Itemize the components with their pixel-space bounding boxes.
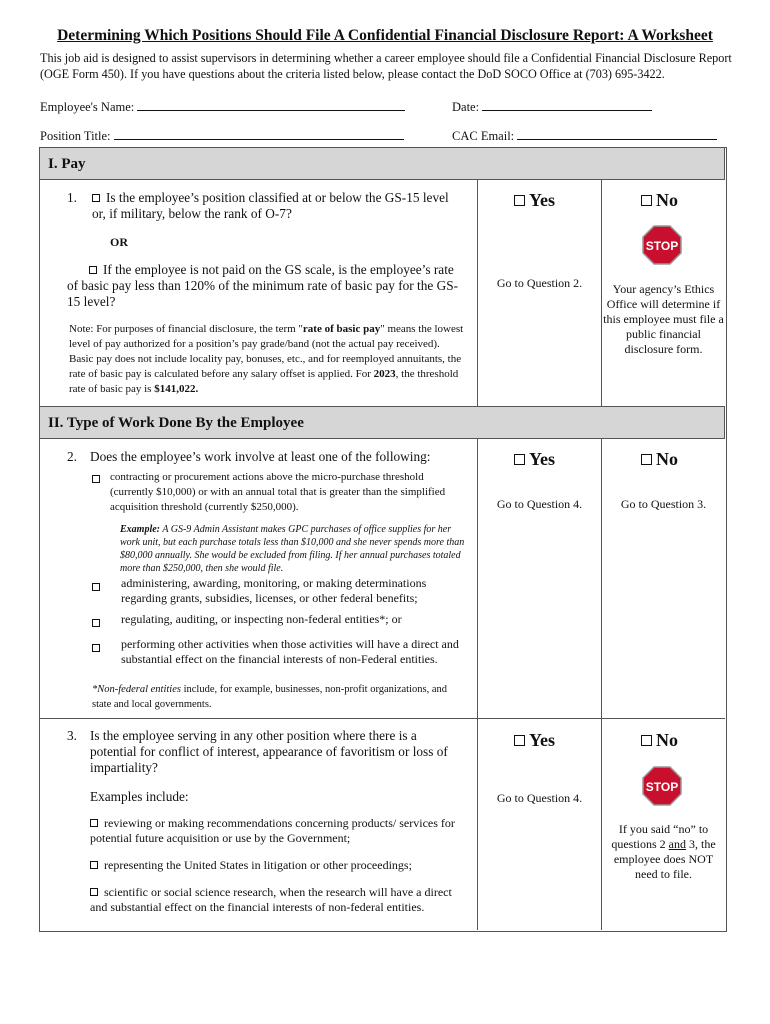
option-other-activities: performing other activities when those activities will have a direct and substantial effect on the financial interests of non-Federal entities. — [121, 637, 459, 666]
footnote: *Non-federal entities include, for example, businesses, non-profit organizations, and state and local governments. — [92, 684, 447, 710]
example-research: scientific or social science research, when the research will have a direct and substantial effect on the financial interests of non-federal entities. — [90, 885, 452, 914]
checkbox-1b[interactable] — [89, 266, 97, 274]
question-3: Is the employee serving in any other position where there is a potential for conflict of interest, appearance of favoritism or loss of impartiality? — [90, 728, 448, 775]
question-1-number: 1. — [67, 190, 77, 205]
question-1a: Is the employee’s position classified at or below the GS-15 level or, if military, below the rank of O-7? — [92, 190, 449, 221]
q1-yes-action: Go to Question 2. — [496, 276, 583, 290]
checkbox-2-regulating[interactable] — [92, 614, 106, 632]
question-3-number: 3. — [67, 728, 77, 743]
svg-text:STOP: STOP — [645, 239, 679, 253]
q1-yes-option[interactable]: Yes — [514, 190, 555, 211]
checkbox-3-research[interactable] — [90, 888, 98, 896]
example-note: Example: A GS-9 Admin Assistant makes GPC purchases of office supplies for her work unit, but each purchase totals less than $10,000 and she never spends more than $80,000 annually. She would be excluded from filing. If her annual purchases totaled more than $250,000, then she would file. — [120, 524, 465, 574]
option-grants: administering, awarding, monitoring, or making determinations regarding grants, subsidies, licenses, or other federal benefits; — [121, 576, 427, 605]
page-title: Determining Which Positions Should File A Confidential Financial Disclosure Report: A Worksheet — [57, 27, 713, 44]
q3-no-action: If you said “no” to questions 2 and 3, the employee does NOT need to file. — [611, 822, 716, 881]
q2-yes-option[interactable]: Yes — [514, 449, 555, 470]
option-regulating: regulating, auditing, or inspecting non-federal entities*; or — [121, 612, 402, 626]
divider — [601, 439, 602, 930]
employee-name-field[interactable] — [40, 98, 405, 115]
intro-text: This job aid is designed to assist supervisors in determining whether a career employee should file a Confidential Financial Disclosure Report (OGE Form 450). If you have questions about the criteria listed below, please contact the DoD SOCO Office at (703) 695-3422. — [40, 51, 732, 81]
position-title-field[interactable] — [40, 127, 404, 144]
q2-no-option[interactable]: No — [641, 449, 678, 470]
question-1b: If the employee is not paid on the GS scale, is the employee’s rate of basic pay less than 120% of the minimum rate of basic pay for the GS-15 level? — [67, 262, 459, 309]
examples-include-label: Examples include: — [90, 789, 189, 804]
date-label: Date: — [452, 100, 480, 114]
date-field[interactable] — [452, 98, 652, 115]
q1-no-action: Your agency’s Ethics Office will determine if this employee must file a public financial disclosure form. — [603, 282, 724, 356]
question-2-number: 2. — [67, 449, 77, 464]
q3-yes-action: Go to Question 4. — [496, 791, 583, 805]
cac-email-field[interactable] — [452, 127, 717, 144]
checkbox-2-contracting[interactable] — [92, 470, 106, 488]
option-contracting: contracting or procurement actions above the micro-purchase threshold (currently $10,000) or with an annual total that is greater than the simplified acquisition threshold (currently $250,000). — [110, 471, 446, 513]
cac-email-label: CAC Email: — [452, 129, 515, 143]
q3-no-option[interactable]: No — [641, 730, 678, 751]
checkbox-1a[interactable] — [92, 194, 100, 202]
position-title-label: Position Title: — [40, 129, 111, 143]
section-2-header: II. Type of Work Done By the Employee — [39, 406, 725, 439]
pay-note: Note: For purposes of financial disclosure, the term "rate of basic pay" means the lowest level of pay authorized for a position’s pay grade/band (not the actual pay received). Basic pay does not include locality pay, bonuses, etc., and for reemployed annuitants, the rate of basic pay is calculated before any salary offset is applied. For 2023, the threshold rate of basic pay is $141,022. — [69, 323, 464, 395]
section-1-header: I. Pay — [39, 147, 725, 180]
divider — [39, 718, 725, 719]
q1-no-option[interactable]: No — [641, 190, 678, 211]
divider — [601, 180, 602, 406]
divider — [477, 439, 478, 930]
example-litigation: representing the United States in litigation or other proceedings; — [90, 858, 460, 873]
checkbox-2-other[interactable] — [92, 639, 106, 657]
employee-name-label: Employee's Name: — [40, 100, 135, 114]
stop-sign-icon — [642, 766, 682, 811]
svg-text:STOP: STOP — [645, 780, 679, 794]
q2-yes-action: Go to Question 4. — [496, 497, 583, 511]
checkbox-3-reviewing[interactable] — [90, 819, 98, 827]
divider — [477, 180, 478, 406]
or-label: OR — [110, 235, 128, 249]
stop-sign-icon — [642, 225, 682, 270]
example-reviewing: reviewing or making recommendations concerning products/ services for potential future acquisition or use by the Government; — [90, 816, 455, 845]
checkbox-2-grants[interactable] — [92, 578, 106, 596]
checkbox-3-litigation[interactable] — [90, 861, 98, 869]
question-2: Does the employee’s work involve at least one of the following: — [90, 449, 431, 464]
q2-no-action: Go to Question 3. — [620, 497, 707, 511]
q3-yes-option[interactable]: Yes — [514, 730, 555, 751]
